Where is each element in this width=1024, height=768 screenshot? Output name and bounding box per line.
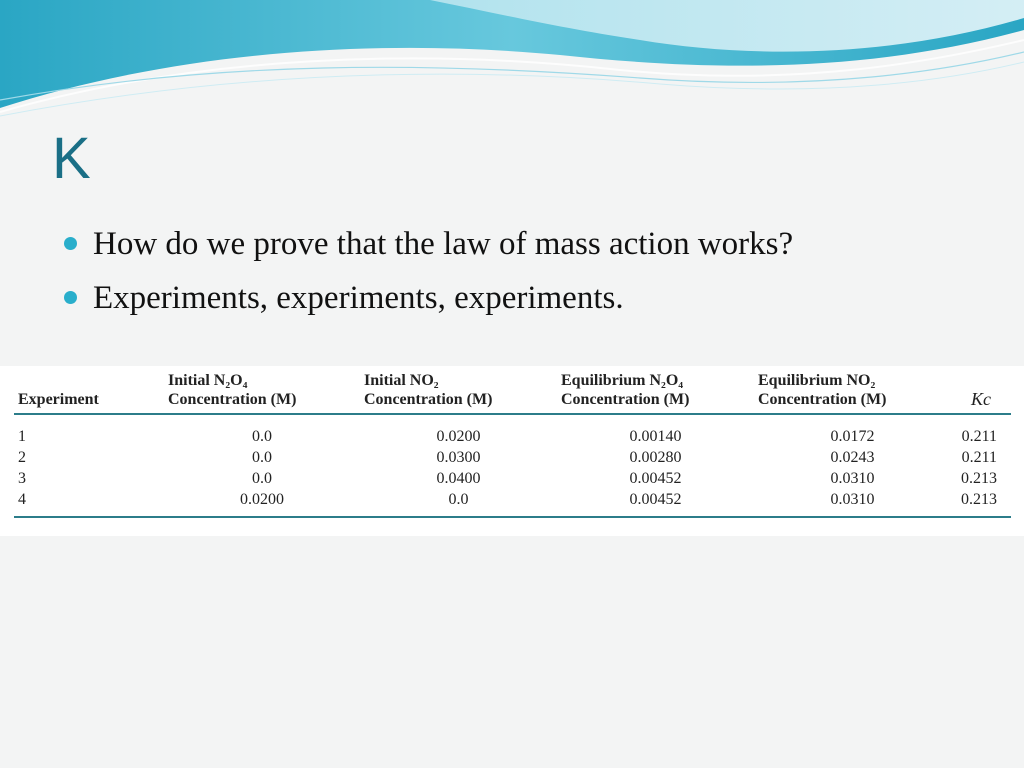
bullet-list	[62, 224, 793, 332]
table-header-row	[14, 371, 1011, 414]
table-row	[14, 447, 1011, 468]
bullet-dot-icon	[64, 237, 77, 250]
header-line: Equilibrium N₂O₄	[561, 372, 684, 389]
cell-experiment: 2	[18, 449, 26, 466]
cell-eq-no2: 0.0243	[830, 449, 875, 466]
header-initial-no2	[360, 371, 557, 414]
cell-initial-n2o4: 0.0200	[164, 489, 360, 517]
cell-eq-no2: 0.0172	[830, 428, 875, 445]
header-equilibrium-n2o4	[557, 371, 754, 414]
header-line: Initial N₂O₄	[168, 372, 248, 389]
bullet-text: Experiments, experiments, experiments.	[93, 280, 624, 316]
cell-initial-n2o4: 0.0	[252, 470, 272, 487]
header-line: Concentration (M)	[168, 391, 297, 408]
header-equilibrium-no2	[754, 371, 951, 414]
cell-kc: 0.211	[961, 428, 997, 445]
cell-initial-no2: 0.0	[360, 489, 557, 517]
cell-eq-n2o4: 0.00452	[629, 470, 682, 487]
header-line: Concentration (M)	[364, 391, 493, 408]
cell-kc: 0.213	[951, 489, 1011, 517]
cell-initial-no2: 0.0200	[436, 428, 481, 445]
header-experiment: Experiment	[14, 371, 164, 414]
table-row	[14, 414, 1011, 447]
data-table-panel	[0, 366, 1024, 536]
header-initial-n2o4	[164, 371, 360, 414]
cell-eq-n2o4: 0.00280	[629, 449, 682, 466]
cell-eq-no2: 0.0310	[754, 489, 951, 517]
cell-initial-no2: 0.0300	[436, 449, 481, 466]
cell-initial-no2: 0.0400	[436, 470, 481, 487]
header-wave-decoration	[0, 0, 1024, 120]
cell-eq-n2o4: 0.00452	[557, 489, 754, 517]
cell-kc: 0.213	[961, 470, 997, 487]
table-row	[14, 489, 1011, 517]
cell-eq-n2o4: 0.00140	[629, 428, 682, 445]
cell-experiment: 3	[18, 470, 26, 487]
bullet-item	[62, 278, 793, 332]
table-row	[14, 468, 1011, 489]
cell-kc: 0.211	[961, 449, 997, 466]
cell-experiment: 1	[18, 428, 26, 445]
slide-title: K	[52, 126, 91, 191]
header-line: Concentration (M)	[758, 391, 887, 408]
header-line: Initial NO₂	[364, 372, 439, 389]
header-kc: Kc	[951, 371, 1011, 414]
bullet-dot-icon	[64, 291, 77, 304]
cell-eq-no2: 0.0310	[830, 470, 875, 487]
header-line: Equilibrium NO₂	[758, 372, 876, 389]
bullet-item	[62, 224, 793, 278]
cell-initial-n2o4: 0.0	[252, 449, 272, 466]
cell-experiment: 4	[14, 489, 164, 517]
header-line: Concentration (M)	[561, 391, 690, 408]
equilibrium-data-table	[14, 371, 1011, 518]
bullet-text: How do we prove that the law of mass action works?	[93, 226, 794, 262]
cell-initial-n2o4: 0.0	[252, 428, 272, 445]
